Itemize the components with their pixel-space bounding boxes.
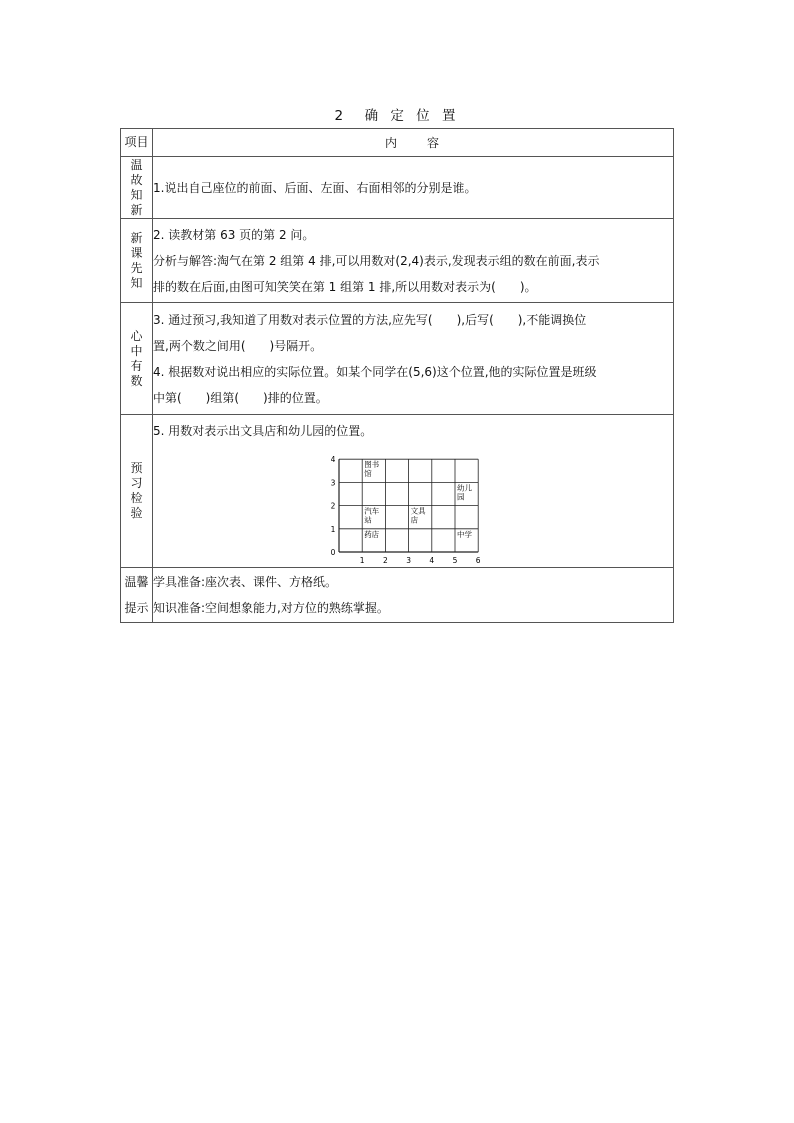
place-label: 店 [410,515,419,525]
tips-label: 温馨 提示 [121,568,153,623]
x-tick-label: 4 [429,556,435,564]
analysis-line-1: 分析与解答:淘气在第 2 组第 4 排,可以用数对(2,4)表示,发现表示组的数在前面,表示 [153,253,600,268]
table-header-row [121,129,674,157]
review-label: 温 故 知 新 [121,157,153,219]
place-label: 馆 [364,469,372,479]
tips-line-1: 学具准备:座次表、课件、方格纸。 [153,575,338,589]
y-tick-label: 4 [330,455,336,465]
review-content [153,157,674,219]
row-mind [121,303,674,415]
place-label: 幼儿 [457,483,472,493]
place-label: 文具 [410,506,426,516]
check-label: 预 习 检 验 [121,415,153,568]
check-content [153,415,674,568]
x-tick-label: 3 [406,556,411,564]
origin-label: 0 [330,548,336,557]
header-item: 项目 [121,129,153,157]
page-title: 2 确 定 位 置 [334,108,460,124]
row-review [121,157,674,219]
x-tick-label: 5 [452,556,458,564]
question-3-line-1: 3. 通过预习,我知道了用数对表示位置的方法,应先写( ),后写( ),不能调换位 [153,312,587,327]
question-2: 2. 读教材第 63 页的第 2 问。 [153,227,315,242]
tips-line-2: 知识准备:空间想象能力,对方位的熟练掌握。 [153,601,389,615]
review-text: 1.说出自己座位的前面、后面、左面、右面相邻的分别是谁。 [153,180,477,195]
place-label: 汽车 [364,506,380,516]
question-4-line-1: 4. 根据数对说出相应的实际位置。如某个同学在(5,6)这个位置,他的实际位置是班级 [153,364,597,379]
question-5: 5. 用数对表示出文具店和幼儿园的位置。 [153,424,373,438]
lesson-table [120,128,674,623]
position-grid [153,444,673,564]
y-tick-label: 2 [330,501,336,511]
preview-content [153,219,674,303]
tips-content [153,568,674,623]
mind-content [153,303,674,415]
y-tick-label: 1 [330,524,336,534]
question-3-line-2: 置,两个数之间用( )号隔开。 [153,338,323,353]
header-content: 内 容 [153,129,674,157]
position-grid-wrap [153,444,673,564]
analysis-line-2: 排的数在后面,由图可知笑笑在第 1 组第 1 排,所以用数对表示为( )。 [153,279,537,294]
place-label: 园 [457,492,465,502]
y-tick-label: 3 [330,478,336,488]
x-tick-label: 1 [359,556,365,564]
place-label: 站 [364,515,372,525]
question-4-line-2: 中第( )组第( )排的位置。 [153,390,328,405]
preview-label: 新 课 先 知 [121,219,153,303]
row-check [121,415,674,568]
mind-label: 心 中 有 数 [121,303,153,415]
place-label: 图书 [364,460,380,470]
row-preview [121,219,674,303]
x-tick-label: 2 [383,556,388,564]
x-tick-label: 6 [475,556,481,564]
row-tips [121,568,674,623]
place-label: 中学 [457,529,472,539]
place-label: 药店 [364,529,380,539]
